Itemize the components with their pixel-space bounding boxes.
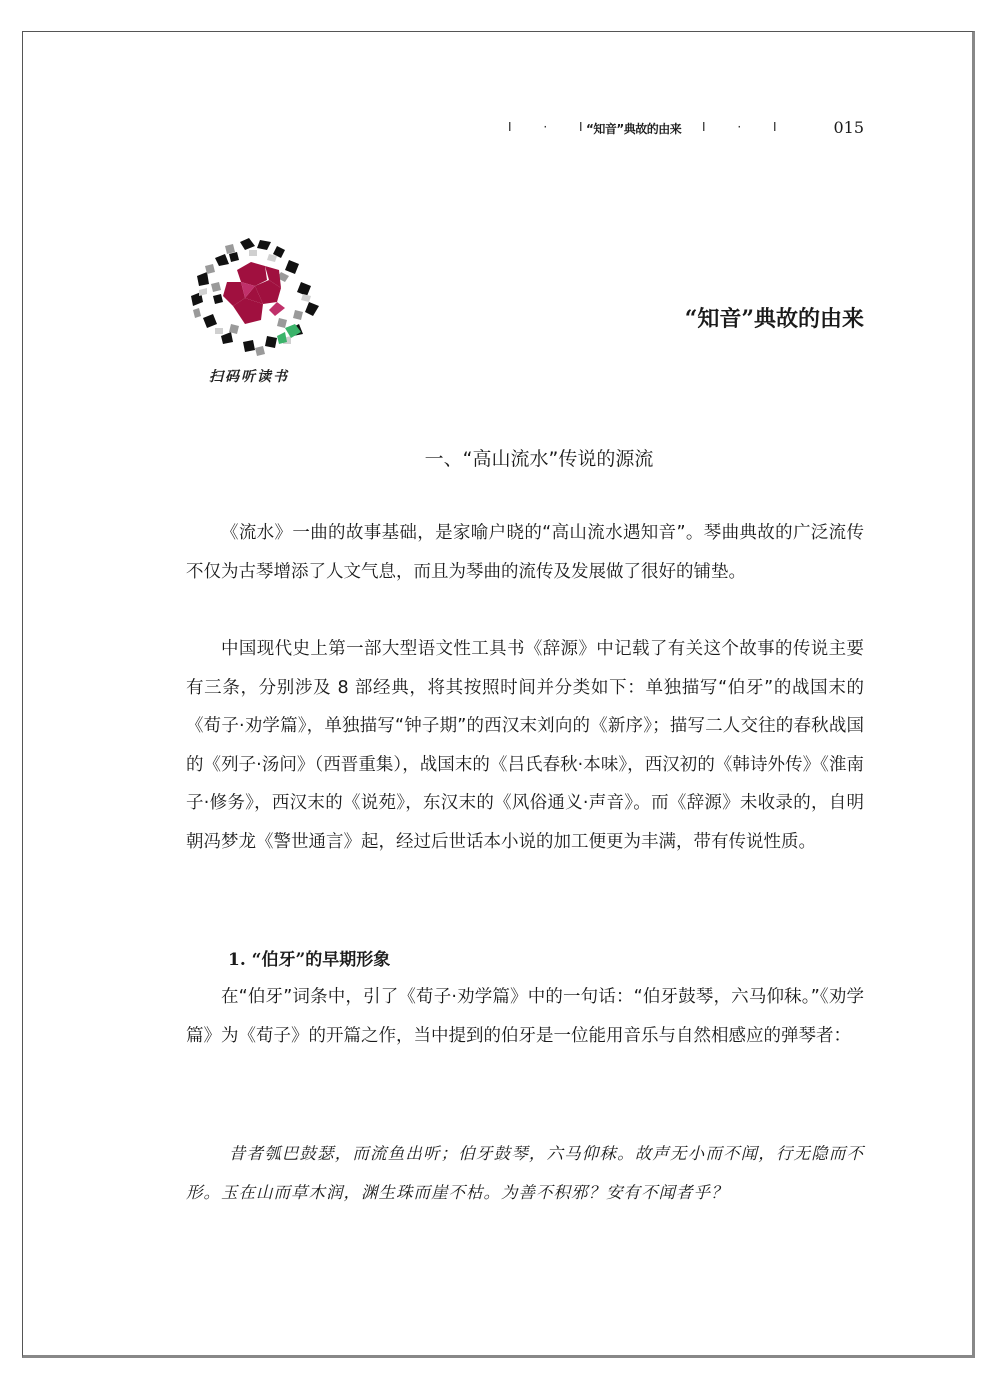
header-left-marks: I · I [508,120,597,134]
page-number: 015 [833,118,864,137]
body-text-2 [186,630,864,862]
body-text-3 [186,978,864,1055]
header-right-marks: I · I [702,120,791,134]
qr-code-icon[interactable] [185,236,325,361]
section-title: 一、“高山流水”传说的源流 [424,448,654,470]
qr-caption: 扫码听读书 [209,369,289,385]
running-header [480,116,864,140]
subsection-heading: 1. “伯牙”的早期形象 [228,950,391,970]
block-quote: 昔者瓠巴鼓瑟，而流鱼出听；伯牙鼓琴，六马仰秣。故声无小而不闻，行无隐而不形。玉在山而草木润，渊生珠而崖不枯。为善不积邪？安有不闻者乎？ [186,1144,864,1202]
chapter-title: “知音”典故的由来 [684,306,864,332]
paragraph: 在“伯牙”词条中，引了《荀子·劝学篇》中的一句话：“伯牙鼓琴，六马仰秣。”《劝学篇》为《荀子》的开篇之作，当中提到的伯牙是一位能用音乐与自然相感应的弹琴者： [186,987,864,1046]
body-text-1 [186,514,864,591]
paragraph: 中国现代史上第一部大型语文性工具书《辞源》中记载了有关这个故事的传说主要有三条，分别涉及 8 部经典，将其按照时间并分类如下：单独描写“伯牙”的战国末的《荀子·劝学篇》，单独描写“钟子期”的西汉末刘向的《新序》；描写二人交往的春秋战国的《列子·汤问》（西晋重集），战国末的《吕氏春秋·本味》，西汉初的《韩诗外传》《淮南子·修务》，西汉末的《说苑》，东汉末的《风俗通义·声音》。而《辞源》未收录的，自明朝冯梦龙《警世通言》起，经过后世话本小说的加工便更为丰满，带有传说性质。 [186,639,864,852]
running-title: “知音”典故的由来 [586,122,682,136]
paragraph: 《流水》一曲的故事基础，是家喻户晓的“高山流水遇知音”。琴曲典故的广泛流传不仅为古琴增添了人文气息，而且为琴曲的流传及发展做了很好的铺垫。 [186,523,864,582]
